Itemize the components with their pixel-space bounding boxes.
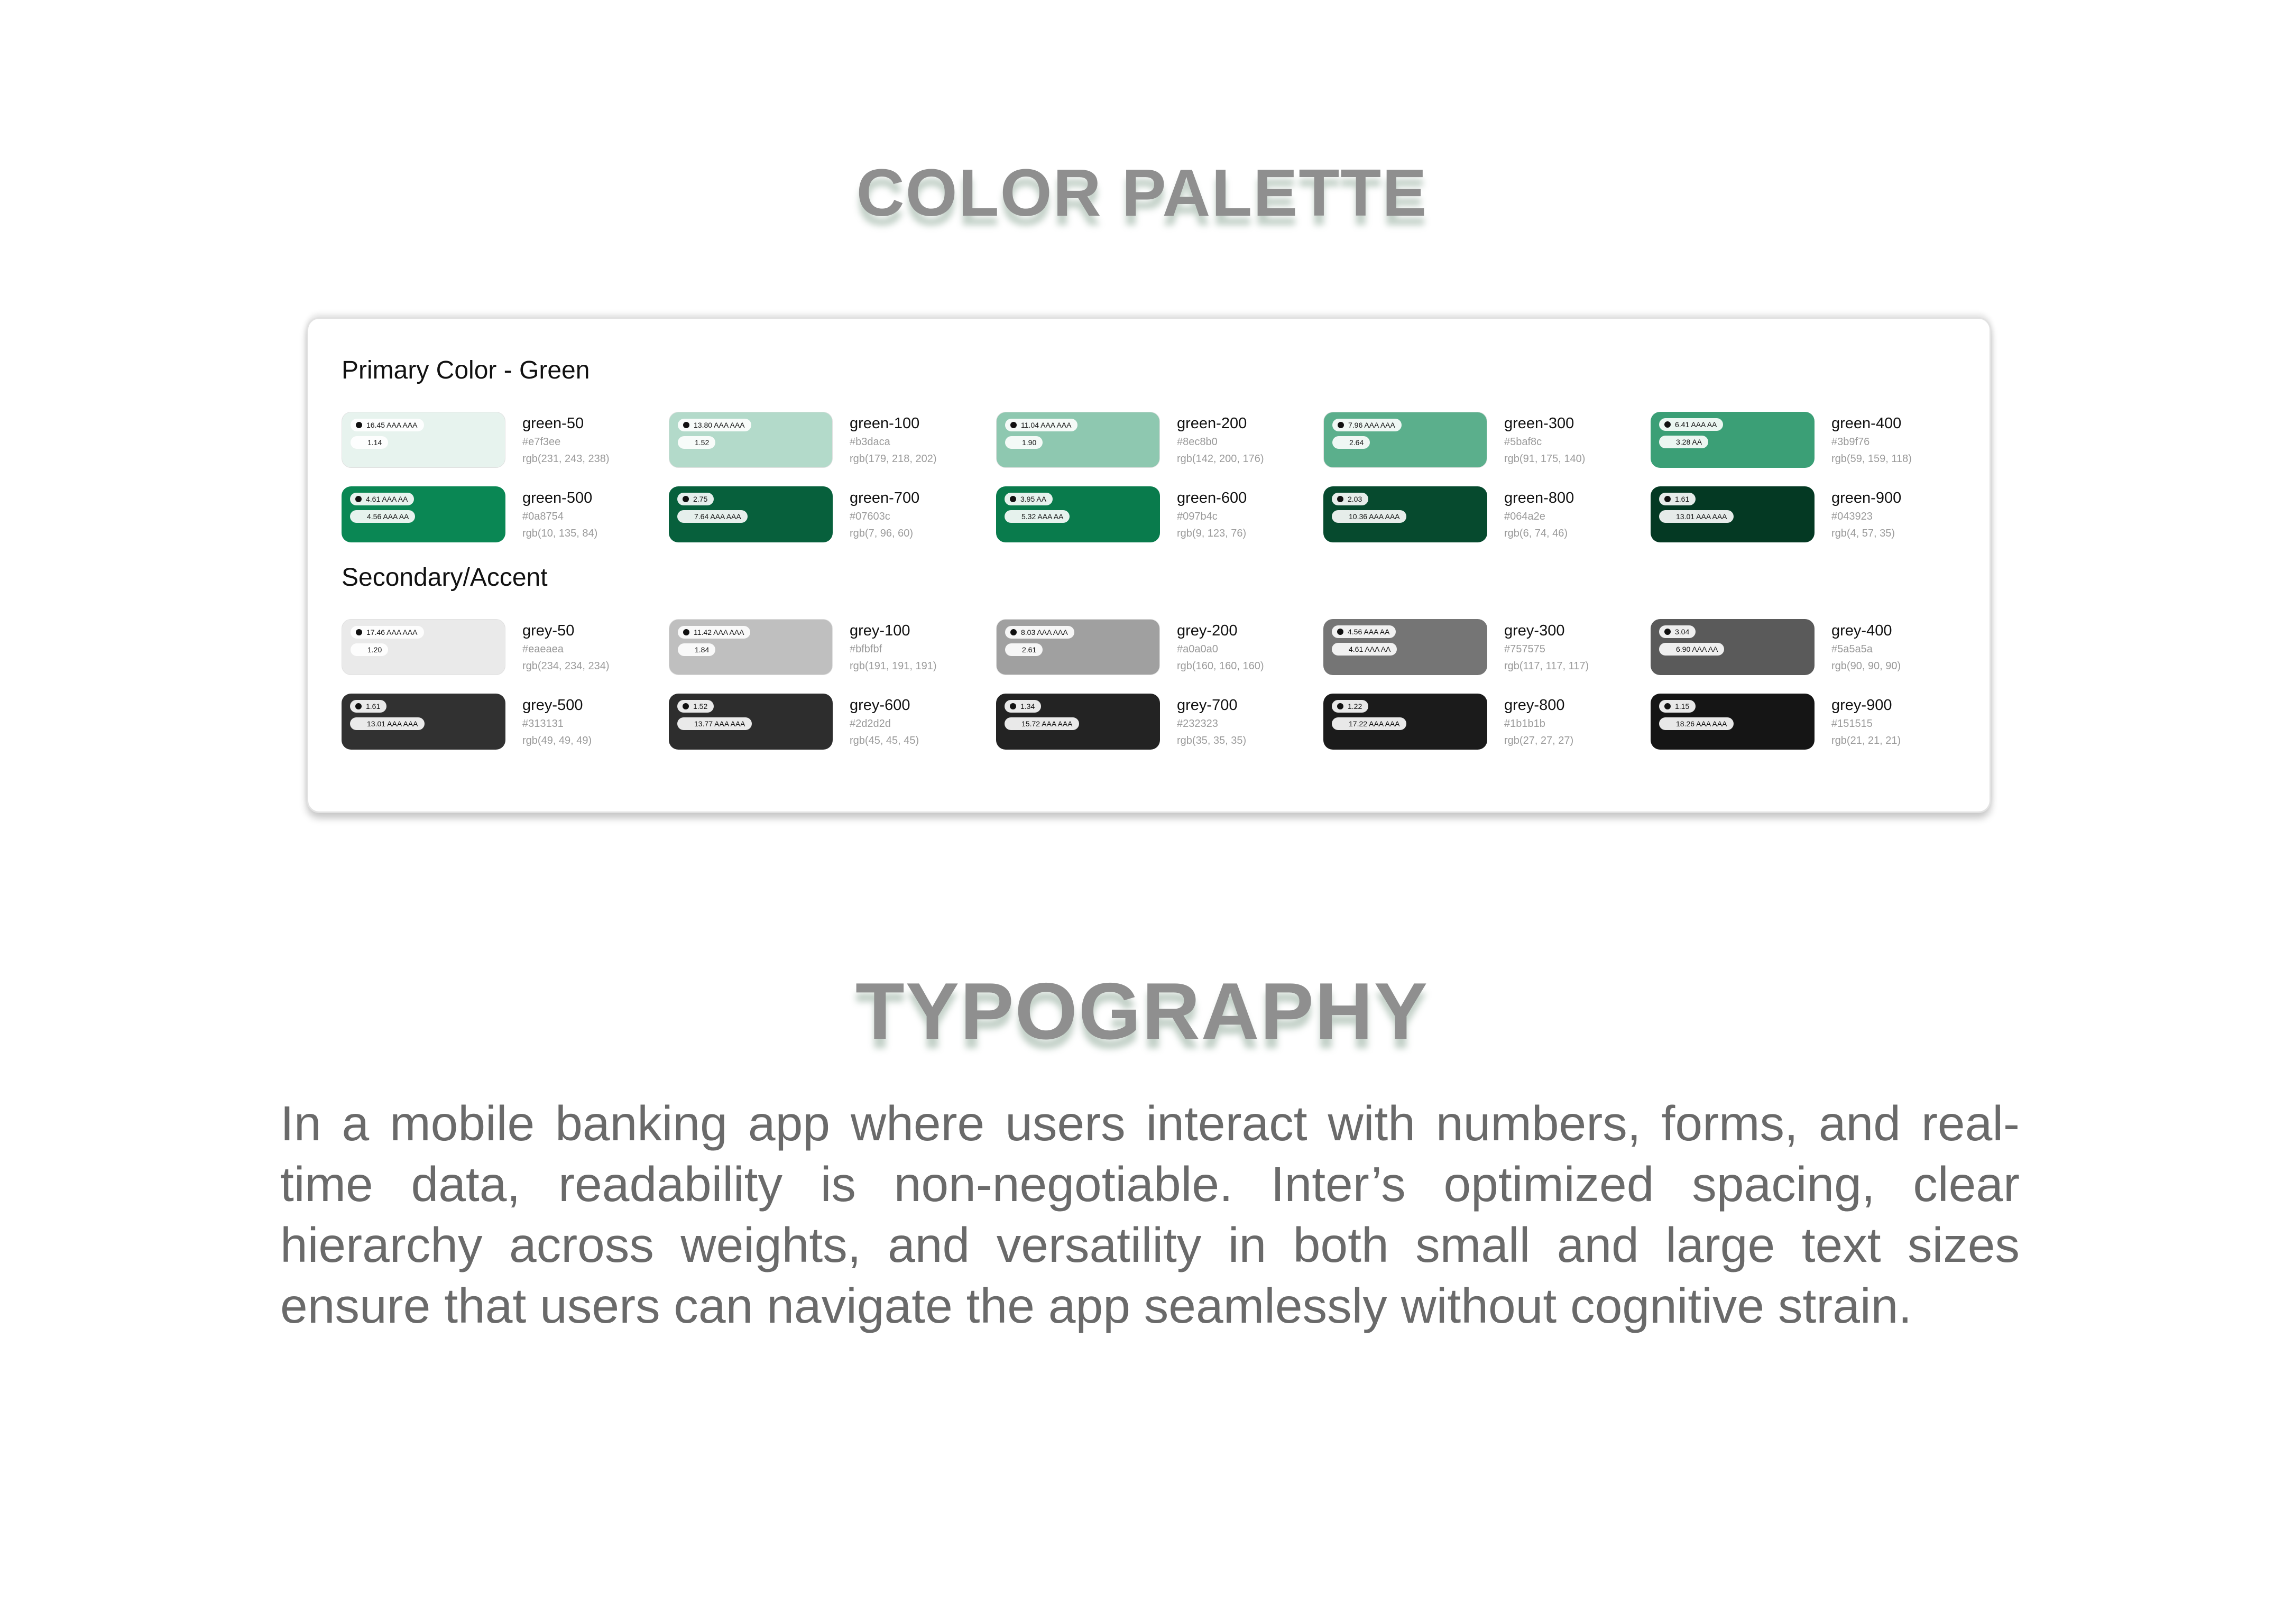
contrast-chip-top: [351, 419, 424, 431]
contrast-chip-top-label: 8.03 AAA AAA: [1021, 628, 1068, 636]
contrast-chip-top-label: 11.42 AAA AAA: [694, 628, 744, 636]
color-swatch: [1651, 486, 1815, 542]
contrast-chip-bottom: 17.22 AAA AAA: [1332, 717, 1406, 730]
swatch-rgb: rgb(231, 243, 238): [522, 453, 610, 465]
color-swatch: [342, 486, 505, 542]
swatch-name: grey-900: [1831, 697, 1892, 714]
contrast-chip-bottom: 6.90 AAA AA: [1659, 643, 1724, 656]
color-swatch: [342, 694, 505, 750]
swatch-hex: #313131: [522, 718, 564, 730]
contrast-chip-bottom: 4.56 AAA AA: [350, 510, 415, 523]
contrast-chip-bottom: 2.61: [1005, 643, 1043, 656]
typography-description: In a mobile banking app where users interact with numbers, forms, and real-time data, readability is non-negotiable. Inter’s optimized spacing, clear hierarchy across weights, and versatility in both small and large text sizes ensure that users can navigate the app seamlessly without cognitive strain.: [280, 1096, 2020, 1333]
color-swatch: [996, 412, 1160, 468]
swatch-hex: #043923: [1831, 511, 1873, 522]
contrast-chip-top: [1005, 626, 1074, 639]
color-swatch: [1651, 694, 1815, 750]
swatch-name: grey-800: [1504, 697, 1565, 714]
swatch-name: grey-100: [850, 622, 910, 639]
swatch-item: [669, 694, 986, 752]
swatch-name: green-800: [1504, 490, 1574, 506]
contrast-chip-top: [1659, 700, 1696, 713]
contrast-chip-bottom: 4.61 AAA AA: [1332, 643, 1397, 656]
swatch-name: grey-200: [1177, 622, 1238, 639]
contrast-chip-top: [1005, 493, 1053, 505]
swatch-hex: #5baf8c: [1504, 436, 1542, 448]
swatch-item: [996, 619, 1313, 677]
swatch-name: green-500: [522, 490, 593, 506]
swatch-hex: #2d2d2d: [850, 718, 891, 730]
primary-section-heading: Primary Color - Green: [342, 356, 590, 384]
color-swatch: [1323, 694, 1487, 750]
contrast-chip-bottom: 13.01 AAA AAA: [350, 717, 425, 730]
contrast-chip-top-label: 1.61: [366, 702, 381, 710]
swatch-name: grey-700: [1177, 697, 1238, 714]
contrast-chip-top-label: 3.04: [1675, 628, 1690, 636]
swatch-item: [669, 412, 986, 470]
dot-icon: [683, 629, 689, 635]
swatch-hex: #5a5a5a: [1831, 643, 1873, 655]
swatch-rgb: rgb(9, 123, 76): [1177, 528, 1247, 539]
color-swatch: [342, 619, 505, 675]
contrast-chip-top: [677, 700, 714, 713]
swatch-name: green-100: [850, 415, 920, 432]
swatch-item: [669, 619, 986, 677]
swatch-rgb: rgb(234, 234, 234): [522, 660, 610, 672]
contrast-chip-top-label: 17.46 AAA AAA: [366, 628, 418, 636]
swatch-rgb: rgb(179, 218, 202): [850, 453, 937, 465]
swatch-hex: #1b1b1b: [1504, 718, 1545, 730]
contrast-chip-top: [1659, 493, 1696, 505]
swatch-item: [342, 412, 659, 470]
dot-icon: [683, 703, 689, 709]
swatch-item: [996, 412, 1313, 470]
color-swatch: [669, 619, 833, 675]
contrast-chip-bottom: 15.72 AAA AAA: [1005, 717, 1079, 730]
swatch-item: [342, 619, 659, 677]
dot-icon: [1010, 629, 1017, 635]
contrast-chip-bottom: 1.84: [678, 643, 715, 656]
swatch-hex: #3b9f76: [1831, 436, 1870, 448]
color-swatch: [669, 694, 833, 750]
contrast-chip-bottom: 13.77 AAA AAA: [677, 717, 752, 730]
contrast-chip-bottom: 1.90: [1005, 436, 1043, 449]
typography-title: TYPOGRAPHY: [855, 966, 1429, 1056]
color-swatch: [1323, 619, 1487, 675]
contrast-chip-top-label: 1.61: [1675, 495, 1690, 503]
swatch-name: grey-50: [522, 622, 575, 639]
swatch-hex: #e7f3ee: [522, 436, 561, 448]
color-palette-title: COLOR PALETTE: [856, 155, 1428, 230]
color-swatch: [996, 694, 1160, 750]
swatch-rgb: rgb(90, 90, 90): [1831, 660, 1901, 672]
swatch-name: green-300: [1504, 415, 1574, 432]
swatch-hex: #151515: [1831, 718, 1873, 730]
dot-icon: [1337, 629, 1343, 635]
contrast-chip-bottom: 5.32 AAA AA: [1005, 510, 1070, 523]
swatch-rgb: rgb(91, 175, 140): [1504, 453, 1586, 465]
swatch-rgb: rgb(59, 159, 118): [1831, 453, 1912, 465]
swatch-rgb: rgb(6, 74, 46): [1504, 528, 1568, 539]
contrast-chip-top-label: 6.41 AAA AA: [1675, 420, 1717, 429]
swatch-name: grey-400: [1831, 622, 1892, 639]
swatch-item: [669, 486, 986, 545]
dot-icon: [356, 629, 362, 635]
contrast-chip-top: [1332, 419, 1402, 431]
swatch-hex: #eaeaea: [522, 643, 564, 655]
swatch-item: [342, 694, 659, 752]
swatch-hex: #757575: [1504, 643, 1545, 655]
secondary-section-heading: Secondary/Accent: [342, 564, 548, 592]
dot-icon: [1664, 421, 1671, 428]
contrast-chip-top-label: 1.34: [1020, 702, 1035, 710]
dot-icon: [356, 422, 362, 428]
contrast-chip-top: [1005, 419, 1077, 431]
contrast-chip-top: [678, 626, 750, 639]
swatch-item: [1323, 694, 1641, 752]
primary-swatch-grid: [342, 412, 1981, 539]
swatch-item: [1651, 619, 1968, 677]
contrast-chip-top: [1659, 418, 1723, 431]
dot-icon: [1010, 422, 1017, 428]
swatch-hex: #232323: [1177, 718, 1218, 730]
contrast-chip-top: [678, 419, 751, 431]
dot-icon: [355, 703, 362, 709]
secondary-swatch-grid: [342, 619, 1981, 746]
contrast-chip-bottom: 1.52: [678, 436, 715, 449]
swatch-rgb: rgb(160, 160, 160): [1177, 660, 1264, 672]
contrast-chip-top-label: 16.45 AAA AAA: [366, 421, 418, 429]
contrast-chip-bottom: 10.36 AAA AAA: [1332, 510, 1406, 523]
swatch-name: grey-500: [522, 697, 583, 714]
swatch-name: grey-300: [1504, 622, 1565, 639]
swatch-hex: #064a2e: [1504, 511, 1545, 522]
swatch-hex: #bfbfbf: [850, 643, 882, 655]
contrast-chip-top-label: 2.03: [1348, 495, 1362, 503]
contrast-chip-top-label: 4.56 AAA AA: [1348, 628, 1390, 636]
contrast-chip-top-label: 4.61 AAA AA: [366, 495, 408, 503]
swatch-name: green-900: [1831, 490, 1902, 506]
color-swatch: [342, 412, 505, 468]
contrast-chip-top-label: 13.80 AAA AAA: [694, 421, 745, 429]
swatch-rgb: rgb(35, 35, 35): [1177, 735, 1247, 746]
swatch-item: [1651, 412, 1968, 470]
swatch-rgb: rgb(27, 27, 27): [1504, 735, 1574, 746]
swatch-item: [996, 486, 1313, 545]
swatch-item: [1323, 619, 1641, 677]
color-swatch: [996, 486, 1160, 542]
contrast-chip-top: [350, 493, 414, 505]
swatch-hex: #a0a0a0: [1177, 643, 1218, 655]
color-swatch: [669, 486, 833, 542]
swatch-rgb: rgb(45, 45, 45): [850, 735, 919, 746]
dot-icon: [1337, 496, 1343, 502]
dot-icon: [1664, 703, 1671, 709]
swatch-name: green-400: [1831, 415, 1902, 432]
dot-icon: [683, 496, 689, 502]
contrast-chip-top-label: 1.22: [1348, 702, 1362, 710]
swatch-name: green-600: [1177, 490, 1247, 506]
dot-icon: [1664, 629, 1671, 635]
dot-icon: [1664, 496, 1671, 502]
swatch-hex: #b3daca: [850, 436, 890, 448]
contrast-chip-top-label: 11.04 AAA AAA: [1021, 421, 1072, 429]
contrast-chip-top: [351, 626, 424, 639]
swatch-hex: #097b4c: [1177, 511, 1218, 522]
contrast-chip-top: [1005, 700, 1041, 713]
color-swatch: [1323, 486, 1487, 542]
swatch-item: [342, 486, 659, 545]
color-swatch: [669, 412, 833, 468]
contrast-chip-top-label: 2.75: [693, 495, 708, 503]
dot-icon: [1338, 422, 1344, 428]
contrast-chip-bottom: 18.26 AAA AAA: [1659, 717, 1734, 730]
contrast-chip-bottom: 2.64: [1332, 436, 1370, 449]
swatch-hex: #8ec8b0: [1177, 436, 1218, 448]
swatch-rgb: rgb(21, 21, 21): [1831, 735, 1901, 746]
color-swatch: [996, 619, 1160, 675]
swatch-name: green-50: [522, 415, 584, 432]
dot-icon: [355, 496, 362, 502]
swatch-rgb: rgb(142, 200, 176): [1177, 453, 1264, 465]
swatch-rgb: rgb(117, 117, 117): [1504, 660, 1589, 672]
color-palette-card: [307, 317, 1991, 813]
contrast-chip-top: [1332, 700, 1368, 713]
swatch-rgb: rgb(4, 57, 35): [1831, 528, 1895, 539]
contrast-chip-bottom: 3.28 AA: [1659, 436, 1708, 448]
swatch-hex: #0a8754: [522, 511, 564, 522]
contrast-chip-top-label: 3.95 AA: [1020, 495, 1047, 503]
swatch-name: grey-600: [850, 697, 910, 714]
contrast-chip-top: [677, 493, 714, 505]
swatch-item: [996, 694, 1313, 752]
swatch-rgb: rgb(10, 135, 84): [522, 528, 598, 539]
contrast-chip-top-label: 1.15: [1675, 702, 1690, 710]
contrast-chip-top: [1332, 493, 1368, 505]
swatch-item: [1323, 486, 1641, 545]
contrast-chip-bottom: 13.01 AAA AAA: [1659, 510, 1734, 523]
swatch-rgb: rgb(7, 96, 60): [850, 528, 914, 539]
swatch-hex: #07603c: [850, 511, 890, 522]
contrast-chip-bottom: 1.14: [351, 436, 388, 449]
contrast-chip-top: [350, 700, 386, 713]
swatch-item: [1651, 694, 1968, 752]
swatch-item: [1651, 486, 1968, 545]
contrast-chip-top: [1332, 625, 1396, 638]
contrast-chip-bottom: 1.20: [351, 643, 388, 656]
dot-icon: [1010, 496, 1016, 502]
dot-icon: [1010, 703, 1016, 709]
swatch-rgb: rgb(49, 49, 49): [522, 735, 592, 746]
swatch-name: green-200: [1177, 415, 1247, 432]
dot-icon: [683, 422, 689, 428]
contrast-chip-bottom: 7.64 AAA AAA: [677, 510, 748, 523]
color-swatch: [1323, 412, 1487, 468]
contrast-chip-top-label: 1.52: [693, 702, 708, 710]
color-swatch: [1651, 412, 1815, 468]
swatch-item: [1323, 412, 1641, 470]
dot-icon: [1337, 703, 1343, 709]
swatch-rgb: rgb(191, 191, 191): [850, 660, 937, 672]
swatch-name: green-700: [850, 490, 920, 506]
color-swatch: [1651, 619, 1815, 675]
contrast-chip-top-label: 7.96 AAA AAA: [1348, 421, 1395, 429]
contrast-chip-top: [1659, 625, 1696, 638]
